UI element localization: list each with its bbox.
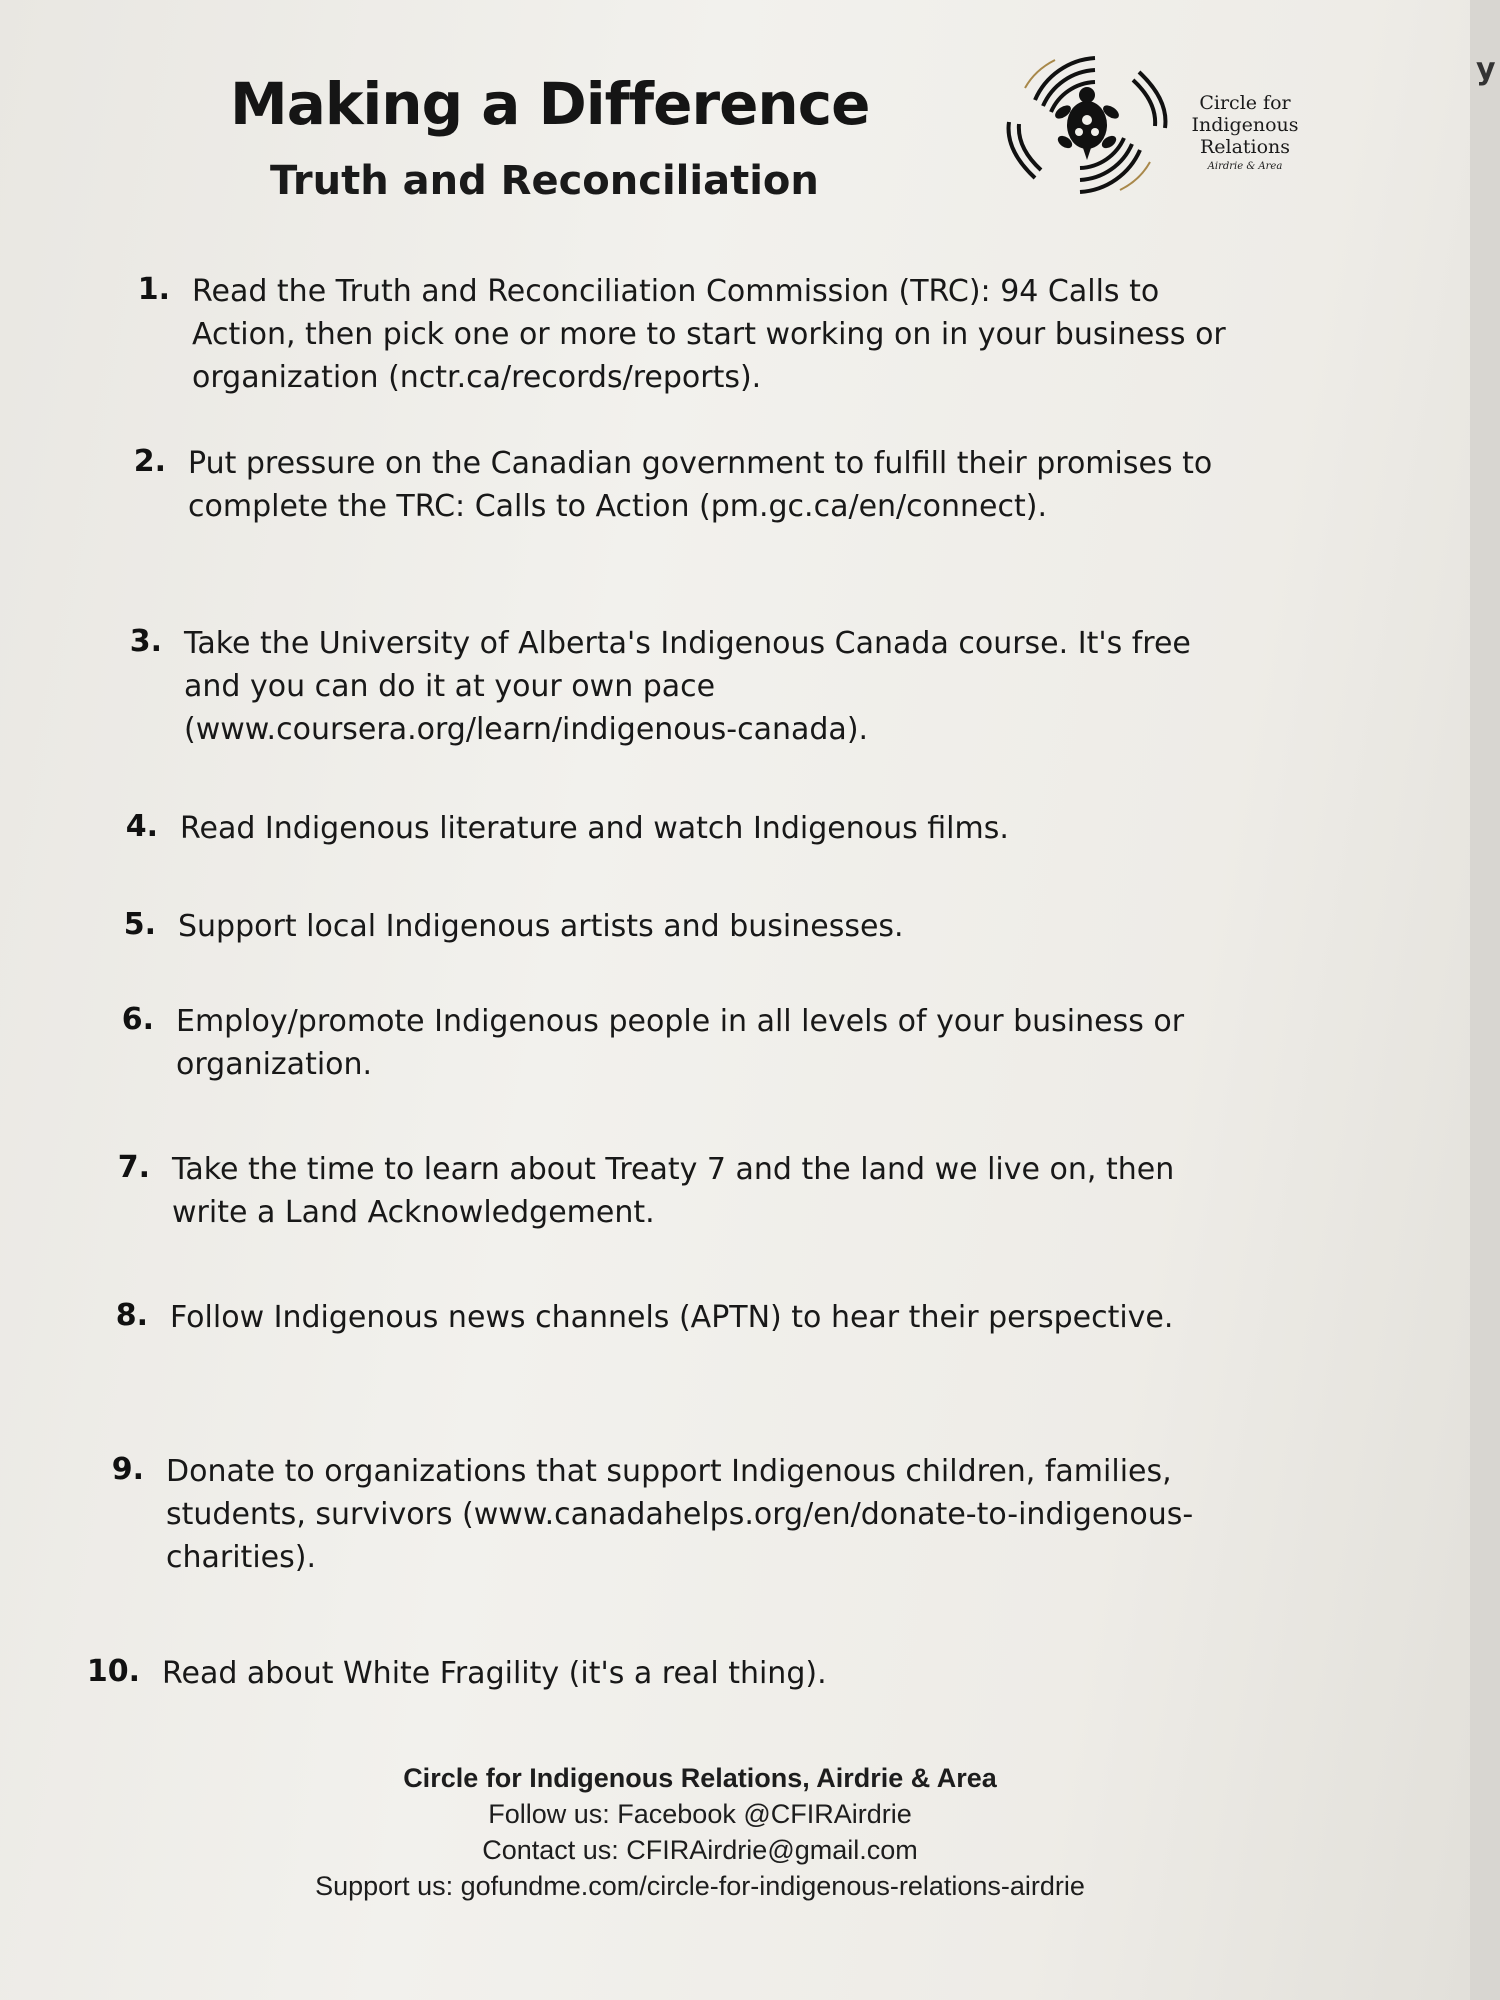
item-text: Employ/promote Indigenous people in all levels of your business or organization. bbox=[176, 1004, 1185, 1082]
item-text: Take the time to learn about Treaty 7 and the land we live on, then write a Land Acknowledgement. bbox=[172, 1152, 1175, 1230]
logo-line-1: Circle for bbox=[1199, 92, 1291, 114]
page-title: Making a Difference bbox=[230, 70, 870, 138]
item-number: 9. bbox=[111, 1452, 144, 1487]
item-number: 6. bbox=[121, 1002, 154, 1037]
item-text: Read the Truth and Reconciliation Commission (TRC): 94 Calls to Action, then pick one or more to start working on in your business or organization (nctr.ca/records/reports). bbox=[192, 274, 1226, 395]
footer-contact: Contact us: CFIRAirdrie@gmail.com bbox=[482, 1835, 918, 1865]
item-number: 8. bbox=[115, 1298, 148, 1333]
contact-footer bbox=[240, 1760, 1160, 1904]
item-text: Put pressure on the Canadian government to fulfill their promises to complete the TRC: Calls to Action (pm.gc.ca/en/connect). bbox=[188, 446, 1213, 524]
logo-line-3: Relations bbox=[1199, 136, 1291, 158]
logo-line-4: Airdrie & Area bbox=[1207, 161, 1283, 172]
item-text: Support local Indigenous artists and businesses. bbox=[178, 909, 904, 944]
item-text: Take the University of Alberta's Indigenous Canada course. It's free and you can do it at your own pace (www.coursera.org/learn/indigenous-canada). bbox=[184, 626, 1191, 747]
item-number: 7. bbox=[117, 1150, 150, 1185]
footer-org-name: Circle for Indigenous Relations, Airdrie & Area bbox=[403, 1763, 997, 1793]
page-subtitle: Truth and Reconciliation bbox=[270, 158, 819, 204]
logo-wordmark bbox=[1170, 92, 1320, 176]
item-text: Read about White Fragility (it's a real thing). bbox=[162, 1656, 827, 1691]
item-text: Read Indigenous literature and watch Indigenous films. bbox=[180, 811, 1009, 846]
item-number: 2. bbox=[133, 444, 166, 479]
edge-letter: y bbox=[1476, 52, 1496, 87]
item-number: 5. bbox=[123, 907, 156, 942]
footer-follow: Follow us: Facebook @CFIRAirdrie bbox=[488, 1799, 912, 1829]
turtle-icon bbox=[995, 40, 1180, 210]
underlying-page-edge bbox=[1470, 0, 1500, 2000]
item-number: 10. bbox=[86, 1654, 140, 1689]
item-number: 3. bbox=[129, 624, 162, 659]
item-number: 1. bbox=[137, 272, 170, 307]
logo-line-2: Indigenous bbox=[1191, 114, 1299, 136]
item-text: Donate to organizations that support Indigenous children, families, students, survivors (www.canadahelps.org/en/donate-to-indigenous-charities). bbox=[166, 1454, 1194, 1575]
item-number: 4. bbox=[125, 809, 158, 844]
footer-support: Support us: gofundme.com/circle-for-indigenous-relations-airdrie bbox=[315, 1871, 1085, 1901]
item-text: Follow Indigenous news channels (APTN) to hear their perspective. bbox=[170, 1300, 1174, 1335]
